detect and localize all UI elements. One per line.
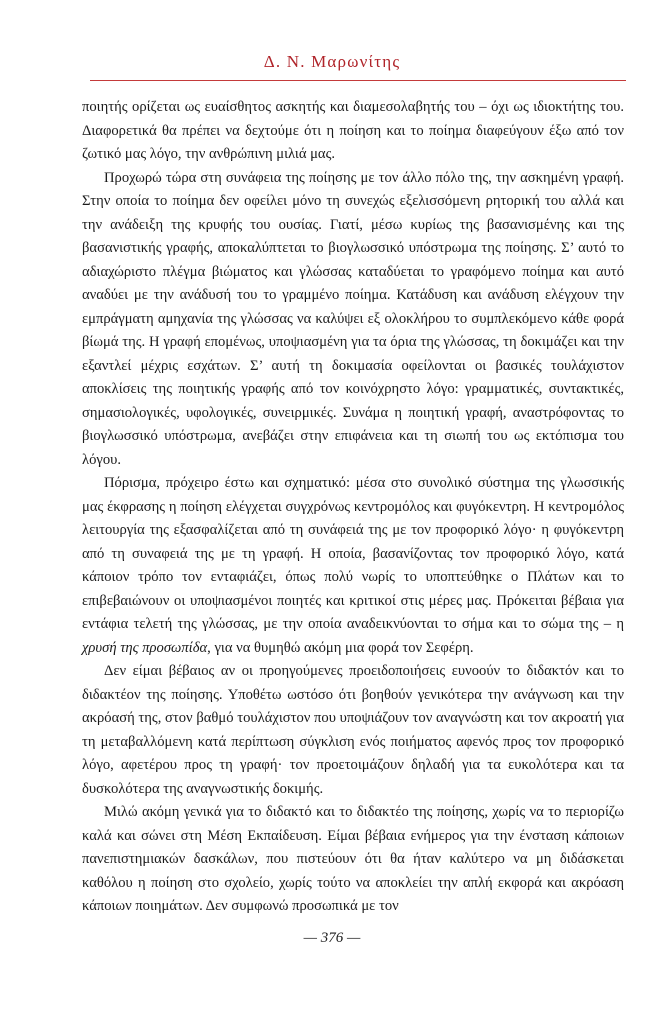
paragraph-3-text-after: , για να θυμηθώ ακόμη μια φορά τον Σεφέρη.: [207, 639, 474, 656]
paragraph-5: Μιλώ ακόμη γενικά για το διδακτό και το διδακτέο της ποίησης, χωρίς να το περιορίζω καλά και σώνει στη Μέση Εκπαίδευση. Είμαι βέβαια ενήμερος για την ένσταση κάποιων πανεπιστημιακών δασκάλων, που πιστεύουν ότι θα ήταν καλύτερο να μη διδάσκεται καθόλου η ποίηση στο σχολείο, χωρίς τούτο να αποκλείει την απλή εκφορά και ακρόαση κάποιων ποιημάτων. Δεν συμφωνώ προσωπικά με τον: [82, 804, 624, 914]
page-number: — 376 —: [303, 930, 361, 946]
running-header: Δ. Ν. Μαρωνίτης: [263, 52, 401, 71]
header-rule: [90, 80, 626, 81]
paragraph-1: ποιητής ορίζεται ως ευαίσθητος ασκητής και διαμεσολαβητής του – όχι ως ιδιοκτήτης του. Διαφορετικά θα πρέπει να δεχτούμε ότι η ποίηση και το ποίημα διαφεύγουν έξω από τον ζωτικό μας λόγο, την ανθρώπινη μιλιά μας.: [82, 99, 624, 162]
paragraph-4: Δεν είμαι βέβαιος αν οι προηγούμενες προειδοποιήσεις ευνοούν το διδακτόν και το διδακτέον της ποίησης. Υποθέτω ωστόσο ότι βοηθούν γενικότερα την ανάγνωση και την ακρόασή της, στον βαθμό τουλάχιστον που υποψιάζουν τον αναγνώστη και τον ακροατή για τη μεταβαλλόμενη κατά περίπτωση σύγκλιση ενός ποιήματος αφενός προς τον προφορικό λόγο, αφετέρου προς τη γραφή· τον προετοιμάζουν δηλαδή για τα ευκολότερα και τα δυσκολότερα της αναγνωστικής δοκιμής.: [82, 663, 624, 797]
page-body: [82, 96, 624, 919]
paragraph-3: [82, 472, 624, 660]
paragraph-3-text-before: Πόρισμα, πρόχειρο έστω και σχηματικό: μέσα στο συνολικό σύστημα της γλωσσικής μας έκφρασης η ποίηση ελέγχεται συγχρόνως κεντρομόλος και φυγόκεντρη. Η κεντρομόλος λειτουργία της εξασφαλίζεται από τη συνάφειά της με τον προφορικό λόγο· η φυγόκεντρη από τη συναφειά της με τη γραφή. Η οποία, βασανίζοντας τον προφορικό λόγο, κατά κάποιον τρόπο τον ενταφιάζει, όπως πολύ νωρίς το υποπτεύθηκε ο Πλάτων και το επιβεβαιώνουν οι υποψιασμένοι ποιητές και κριτικοί στις μέρες μας. Πρόκειται βέβαια για εντάφια τελετή της γλώσσας, με την οποία αναδεικνύονται το σήμα και το σώμα της – η: [82, 475, 624, 632]
paragraph-3-italic-quote: χρυσή της προσωπίδα: [82, 639, 208, 656]
paragraph-2: Προχωρώ τώρα στη συνάφεια της ποίησης με τον άλλο πόλο της, την ασκημένη γραφή. Στην οποία το ποίημα δεν οφείλει μόνο τη συνεχώς εξελισσόμενη ρητορική του αλλά και την ανάδειξη της κρυφής του ουσίας. Γιατί, μέσω κυρίως της βασανισμένης και της βασανιστικής γραφής, αποκαλύπτεται το βιογλωσσικό υπόστρωμα της ποίησης. Σ’ αυτό το αδιαχώριστο πλέγμα βιώματος και γλώσσας καταδύεται το γραφόμενο ποίημα και αυτό αναδύει με την ανάδυσή του το γραμμένο ποίημα. Κατάδυση και ανάδυση ελέγχουν την εμπράγματη αμηχανία της γλώσσας να καλύψει εξ ολοκλήρου το συμπλεκόμενο κάθε φορά βίωμά της. Η γραφή επομένως, υποψιασμένη για τα όρια της γλώσσας, τη δοκιμάζει και την εξαντλεί μέχρις εσχάτων. Σ’ αυτή τη δοκιμασία οφείλονται οι βασικές τουλάχιστον αποκλίσεις της ποιητικής γραφής από τον κοινόχρηστο λόγο: γραμματικές, συντακτικές, σημασιολογικές, υφολογικές, συνειρμικές. Συνάμα η ποιητική γραφή, αναστρόφοντας το βιογλωσσικό υπόστρωμα, ανεβάζει στην επιφάνεια και τη σιωπή του ως εκτόπισμα του λόγου.: [82, 169, 624, 468]
